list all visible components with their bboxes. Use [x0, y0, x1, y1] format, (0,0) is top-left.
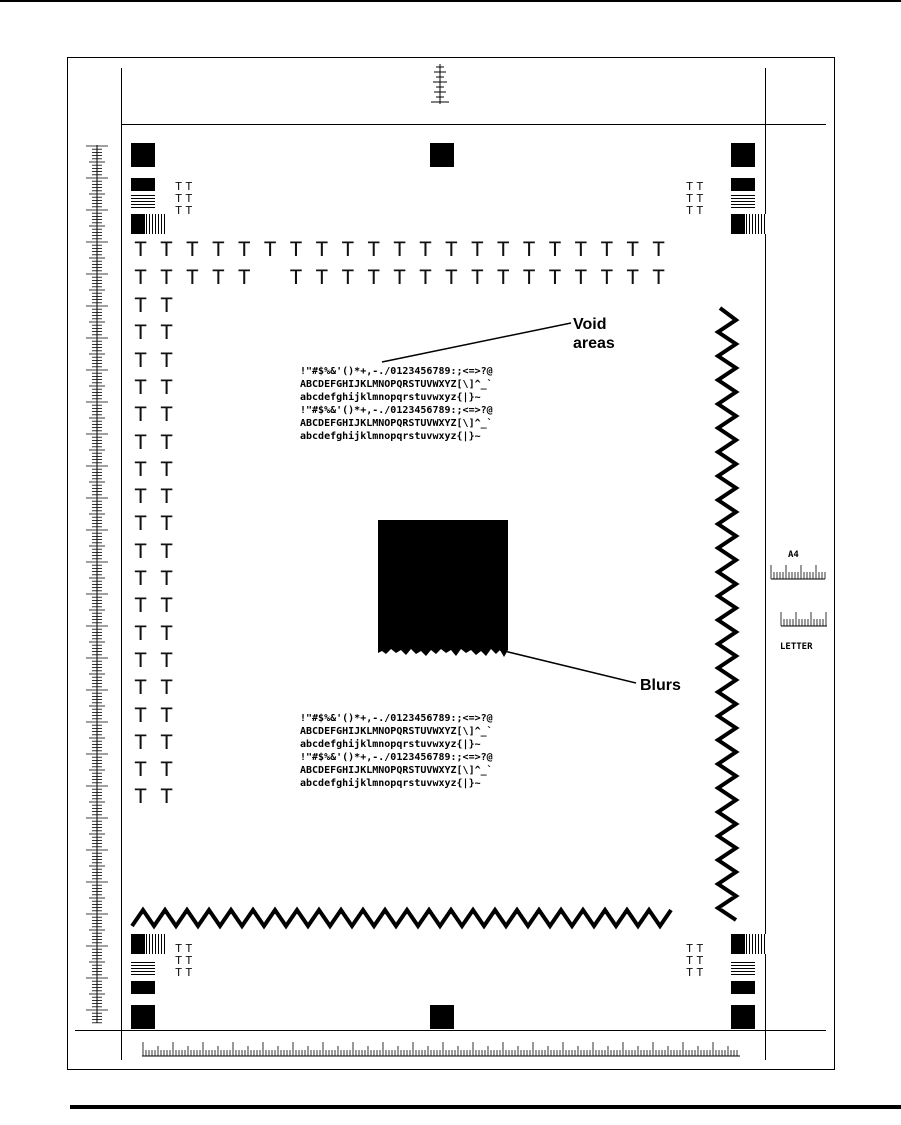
t-mark: T — [600, 238, 614, 263]
t-mark: T — [496, 266, 510, 291]
t-mark: T — [574, 266, 588, 291]
t-mark: T — [134, 758, 148, 784]
t-mark: T — [134, 238, 148, 263]
t-mark: T — [160, 430, 174, 456]
t-mark: T — [134, 676, 148, 702]
t-mark: T — [626, 266, 640, 291]
a4-label: A4 — [788, 550, 799, 560]
tt-mark: TT — [175, 204, 196, 218]
t-mark: T — [470, 238, 484, 263]
t-mark: T — [160, 758, 174, 784]
t-mark: T — [134, 457, 148, 483]
tt-mark: TT — [686, 180, 707, 194]
t-mark: T — [160, 321, 174, 347]
tt-mark: TT — [686, 954, 707, 968]
t-mark: T — [160, 375, 174, 401]
t-mark: T — [367, 266, 381, 291]
t-mark: T — [159, 238, 174, 263]
t-mark: T — [134, 375, 148, 401]
blurs-label: Blurs — [640, 677, 681, 694]
t-mark: T — [134, 567, 148, 592]
t-mark: T — [574, 238, 588, 263]
t-mark: T — [134, 730, 148, 756]
t-mark: T — [160, 485, 174, 511]
letter-label: LETTER — [780, 642, 813, 652]
t-mark: T — [160, 594, 174, 620]
t-mark: T — [134, 403, 148, 429]
t-mark: T — [393, 238, 407, 263]
t-mark: T — [160, 648, 174, 674]
t-mark: T — [315, 266, 329, 291]
t-mark: T — [626, 238, 640, 263]
tt-mark: TT — [175, 954, 196, 968]
t-mark: T — [134, 348, 148, 374]
test-text-lower: !"#$%&'()*+,-./0123456789:;<=>?@ ABCDEFGHIJKLMNOPQRSTUVWXYZ[\]^_` abcdefghijklmnopqrstuvwxyz{|}~ !"#$%&'()*+,-./0123456789:;<=>?@ ABCDEFGHIJKLMNOPQRSTUVWXYZ[\]^_` abcdefghijklmnopqrstuvwxyz{|}~ — [300, 713, 493, 789]
t-mark: T — [367, 238, 381, 263]
t-mark: T — [393, 266, 407, 291]
t-mark: T — [522, 238, 536, 263]
t-mark: T — [237, 238, 251, 263]
t-mark: T — [652, 238, 666, 263]
t-mark: T — [211, 266, 225, 291]
t-mark: T — [134, 785, 148, 811]
t-mark: T — [263, 238, 277, 263]
t-mark: T — [134, 512, 148, 538]
t-mark: T — [341, 238, 355, 263]
t-mark: T — [496, 238, 510, 263]
t-mark: T — [160, 457, 174, 483]
t-mark: T — [185, 266, 199, 291]
tt-mark: TT — [175, 180, 196, 194]
t-mark: T — [134, 430, 148, 456]
t-mark: T — [160, 703, 174, 729]
t-mark: T — [548, 266, 562, 291]
t-mark: T — [652, 266, 666, 291]
t-mark: T — [134, 539, 148, 565]
tt-mark: TT — [686, 192, 707, 206]
t-mark: T — [160, 403, 174, 429]
t-mark: T — [134, 266, 148, 291]
tt-mark: TT — [686, 942, 707, 956]
t-mark: T — [160, 567, 174, 592]
t-mark: T — [134, 594, 148, 620]
tt-mark: TT — [686, 966, 707, 980]
t-mark: T — [160, 539, 174, 565]
t-mark: T — [418, 266, 433, 291]
t-mark: T — [134, 485, 148, 511]
tt-mark: TT — [175, 942, 196, 956]
t-mark: T — [444, 238, 458, 263]
t-mark: T — [160, 348, 174, 374]
t-mark: T — [418, 238, 433, 263]
t-mark: T — [315, 238, 329, 263]
t-mark: T — [159, 266, 174, 291]
t-mark: T — [522, 266, 536, 291]
t-mark: T — [185, 238, 199, 263]
t-mark: T — [289, 238, 303, 263]
t-mark: T — [470, 266, 484, 291]
test-text-upper: !"#$%&'()*+,-./0123456789:;<=>?@ ABCDEFGHIJKLMNOPQRSTUVWXYZ[\]^_` abcdefghijklmnopqrstuvwxyz{|}~ !"#$%&'()*+,-./0123456789:;<=>?@ ABCDEFGHIJKLMNOPQRSTUVWXYZ[\]^_` abcdefghijklmnopqrstuvwxyz{|}~ — [300, 366, 493, 442]
t-mark: T — [160, 730, 174, 756]
t-mark: T — [160, 785, 174, 811]
t-mark: T — [548, 238, 562, 263]
t-mark: T — [160, 621, 174, 647]
t-mark: T — [211, 238, 225, 263]
t-mark: T — [134, 294, 148, 319]
t-mark: T — [237, 266, 251, 291]
t-mark: T — [289, 266, 303, 291]
t-mark: T — [134, 621, 148, 647]
t-mark: T — [444, 266, 458, 291]
t-mark: T — [341, 266, 355, 291]
t-mark: T — [160, 294, 174, 319]
t-mark: T — [134, 321, 148, 347]
void-areas-label: Void areas — [573, 316, 615, 352]
t-mark: T — [134, 648, 148, 674]
tt-mark: TT — [175, 966, 196, 980]
t-mark: T — [134, 703, 148, 729]
bottom-rule — [70, 1105, 901, 1109]
tt-mark: TT — [686, 204, 707, 218]
t-mark: T — [160, 512, 174, 538]
tt-mark: TT — [175, 192, 196, 206]
t-mark: T — [600, 266, 614, 291]
t-mark: T — [160, 676, 174, 702]
